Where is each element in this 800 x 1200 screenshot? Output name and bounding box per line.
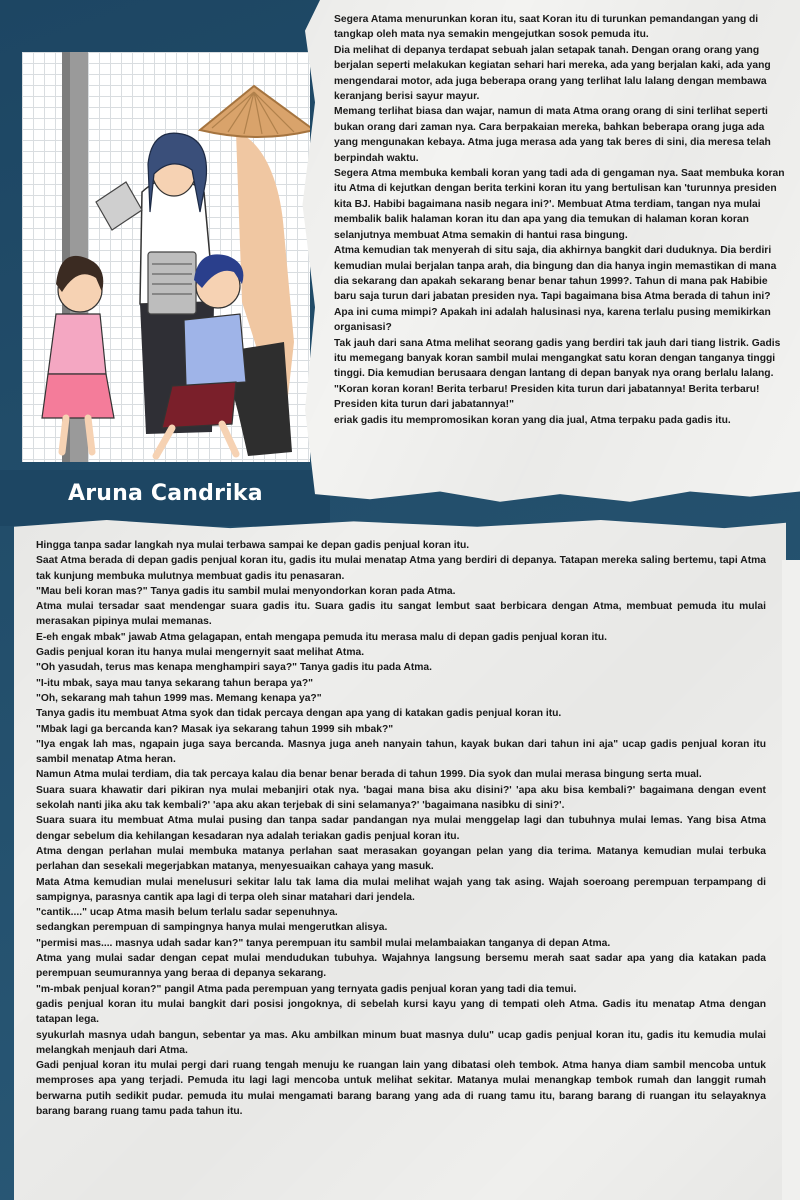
story-text-bottom xyxy=(36,538,766,1119)
story-paragraph: Atma dengan perlahan mulai membuka matanya perlahan saat merasakan goyangan pelan yang dia terima. Matanya kemudian mulai terbuka perlahan dan sesekali megerjabkan matanya, menyesuaikan cahaya yang masuk. xyxy=(36,845,766,873)
story-paragraph: Tak jauh dari sana Atma melihat seorang gadis yang berdiri tak jauh dari tiang listrik. Gadis itu memegang banyak koran sambil mulai mengangkat satu koran dengan tanganya tinggi tinggi. Dia kemudian berusaara dengan lantang di depan banyak nya orang berlalu lalang. xyxy=(334,337,781,380)
illustration-drawing xyxy=(22,52,310,462)
story-paragraph: Atma mulai tersadar saat mendengar suara gadis itu. Suara gadis itu sangat lembut saat berbicara dengan Atma, membuat pemuda itu mulai merasakan pipinya mulai memanas. xyxy=(36,601,766,628)
story-paragraph: "permisi mas.... masnya udah sadar kan?" tanya perempuan itu sambil mulai melambaiakan tanganya di depan Atma. xyxy=(36,937,611,949)
story-paragraph: syukurlah masnya udah bangun, sebentar ya mas. Aku ambilkan minum buat masnya dulu" ucap gadis penjual koran itu, gadis itu kemudia mulai melangkah menjauh dari Atma. xyxy=(36,1029,766,1056)
story-paragraph: "I-itu mbak, saya mau tanya sekarang tahun berapa ya?" xyxy=(36,677,314,689)
newspaper-stack-shape xyxy=(148,252,196,314)
story-paragraph: "Oh yasudah, terus mas kenapa menghampiri saya?" Tanya gadis itu pada Atma. xyxy=(36,662,433,674)
story-text-top xyxy=(334,12,786,428)
story-paragraph: Gadis penjual koran itu hanya mulai mengernyit saat melihat Atma. xyxy=(36,647,365,659)
story-paragraph: eriak gadis itu mempromosikan koran yang dia jual, Atma terpaku pada gadis itu. xyxy=(334,414,731,426)
story-paragraph: Hingga tanpa sadar langkah nya mulai terbawa sampai ke depan gadis penjual koran itu. xyxy=(36,540,470,551)
story-paragraph: Saat Atma berada di depan gadis penjual koran itu, gadis itu mulai menatap Atma yang berdiri di depanya. Tatapan mereka saling bertemu, tapi Atma tak kunjung membuka mulutnya membuat gadis itu penasaran. xyxy=(36,555,766,582)
story-paragraph: "cantik...." ucap Atma masih belum terlalu sadar sepenuhnya. xyxy=(36,907,338,919)
story-paragraph: Dia melihat di depanya terdapat sebuah jalan setapak tanah. Dengan orang orang yang berjalan seperti melakukan kegiatan sehari hari mereka, ada yang berjalan kaki, ada yang mengendarai motor, ada juga beberapa orang yang terlihat lalu lalang dengan membawa keranjang berisi sayur mayur. xyxy=(334,44,771,103)
story-paragraph: Memang terlihat biasa dan wajar, namun di mata Atma orang orang di sini terlihat seperti bukan orang dari zaman nya. Cara berpakaian mereka, bahkan beberapa orang juga ada yang mengunakan kebaya. Atma juga merasa ada yang tak beres di sini, dia meresa telah berpindah waktu. xyxy=(334,106,771,164)
story-paragraph: Tanya gadis itu membuat Atma syok dan tidak percaya dengan apa yang di katakan gadis penjual koran itu. xyxy=(36,708,562,720)
story-illustration xyxy=(22,52,310,462)
story-paragraph: "Oh, sekarang mah tahun 1999 mas. Memang kenapa ya?" xyxy=(36,692,322,704)
story-paragraph: Atma yang mulai sadar dengan cepat mulai mendudukan tubuhya. Wajahnya langsung bersemu merah saat sadar apa yang dia katakan pada perempuan seumurannya yang beraa di depanya sekarang. xyxy=(36,953,766,980)
author-name: Aruna Candrika xyxy=(68,481,263,506)
story-paragraph: "Mau beli koran mas?" Tanya gadis itu sambil mulai menyondorkan koran pada Atma. xyxy=(36,585,456,597)
story-paragraph: sedangkan perempuan di sampingnya hanya mulai mengerutkan alisya. xyxy=(36,922,388,934)
story-paragraph: Segera Atama menurunkan koran itu, saat Koran itu di turunkan pemandangan yang di tangkap oleh mata nya semakin mengejutkan sosok pemuda itu. xyxy=(334,14,759,41)
story-paragraph: "Koran koran koran! Berita terbaru! Presiden kita turun dari jabatannya! Berita terbaru! Presiden kita turun dari jabatannya!" xyxy=(334,383,760,411)
story-paragraph: Suara suara itu membuat Atma mulai pusing dan tanpa sadar pandangan nya mulai menggelap lagi dan tubuhnya mulai lemas. Yang bisa Atma dengar sebelum dia kehilangan kesadaran nya adalah teriakan gadis penjual koran itu. xyxy=(36,815,766,842)
story-paragraph: Suara suara khawatir dari pikiran nya mulai mebanjiri otak nya. 'bagai mana bisa aku disini?' 'apa aku bisa kembali?' bagaimana dengan event sekolah nanti jika aku tak kembali?' 'apa aku akan terjebak di sini selamanya?' 'bagaimana nasibku di sini?'. xyxy=(36,784,766,812)
story-paragraph: gadis penjual koran itu mulai bangkit dari posisi jongoknya, di sebelah kursi kayu yang di tempati oleh Atma. Gadis itu menatap Atma dengan tatapan lega. xyxy=(36,998,766,1026)
story-paragraph: Atma kemudian tak menyerah di situ saja, dia akhirnya bangkit dari duduknya. Dia berdiri kemudian mulai berjalan tanpa arah, dia bingung dan dia hanya ingin memastikan di mana dia sekarang dan apakah sekarang benar benar tahun 1999?. Tahun di mana pak Habibie baru saja turun dari jabatan presiden nya. Tapi bagaimana bisa Atma berada di tahun ini? Apa ini cuma mimpi? Apakah ini adalah halusinasi nya, karena terlalu pusing memikirkan organisasi? xyxy=(334,245,777,334)
story-paragraph: Segera Atma membuka kembali koran yang tadi ada di gengaman nya. Saat membuka koran itu Atma di kejutkan dengan berita terkini koran itu yang bertulisan kan 'turunnya presiden kita BJ. Habibi bagaimana nasib negara ini?'. Membuat Atma terdiam, tangan nya mulai membalik balik halaman koran itu dan apa yang dia temukan di halaman koran koran selanjutnya membuat Atma semakin di hantui rasa bingung. xyxy=(334,168,785,241)
story-paragraph: Namun Atma mulai terdiam, dia tak percaya kalau dia benar benar berada di tahun 1999. Dia syok dan mulai merasa bingung serta mual. xyxy=(36,769,702,781)
paper-edge-stripe xyxy=(782,560,800,1200)
story-paragraph: E-eh engak mbak" jawab Atma gelagapan, entah mengapa pemuda itu merasa malu di depan gadis penjual koran itu. xyxy=(36,631,607,643)
story-paragraph: "Iya engak lah mas, ngapain juga saya bercanda. Masnya juga aneh nanyain tahun, kayak bukan dari tahun ini aja" ucap gadis penjual koran itu sambil menatap Atma heran. xyxy=(36,738,766,766)
story-paragraph: "m-mbak penjual koran?" pangil Atma pada perempuan yang ternyata gadis penjual koran yang tadi dia temui. xyxy=(36,983,577,995)
story-paragraph: "Mbak lagi ga bercanda kan? Masak iya sekarang tahun 1999 sih mbak?" xyxy=(36,723,394,735)
story-paragraph: Mata Atma kemudian mulai menelusuri sekitar lalu tak lama dia mulai melihat wajah yang tak asing. Wajah soeroang perempuan terpampang di sampignya, parasnya cantik apa lagi di terpa oleh sinar matahari dari jendela. xyxy=(36,876,766,903)
story-paragraph: Gadi penjual koran itu mulai pergi dari ruang tengah menuju ke ruangan lain yang dibatasi oleh tembok. Atma hanya diam sambil mencoba untuk memproses apa yang terjadi. Pemuda itu lagi lagi mencoba untuk melihat sekitar. Matanya mulai menangkap tembok rumah dan langgit rumah berwarna putih sedikit pudar. pemuda itu mulai mengamati barang barang yang ada di ruang tamu itu, barang barang di ruangan itu selayaknya barang barang ruang tamu pada tahun itu. xyxy=(36,1060,766,1117)
